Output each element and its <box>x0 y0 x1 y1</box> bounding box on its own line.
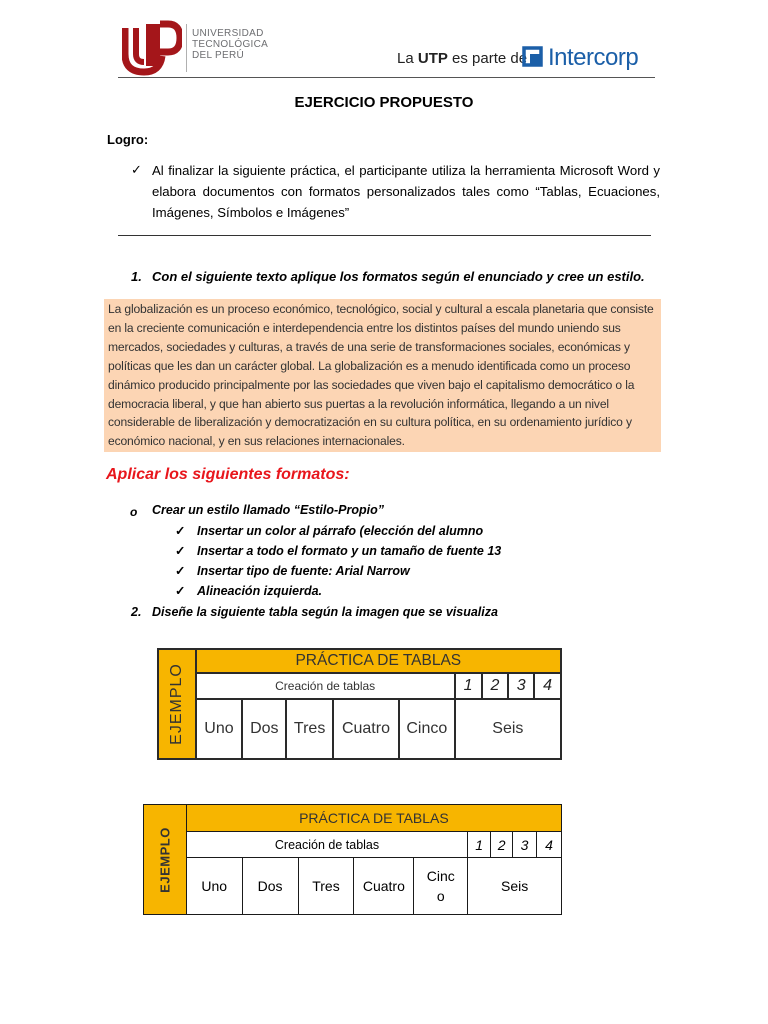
partner-text <box>397 50 527 67</box>
table-cell: Cuatro <box>333 699 399 759</box>
table-cell: Uno <box>196 699 243 759</box>
header-divider <box>118 77 655 78</box>
table-title: PRÁCTICA DE TABLAS <box>196 649 561 673</box>
table-cell: Dos <box>242 699 286 759</box>
wrapped-line-2: o <box>436 888 445 904</box>
university-line-1: UNIVERSIDAD <box>192 28 264 39</box>
table-cell: Uno <box>186 858 242 915</box>
number-cell: 4 <box>534 673 561 699</box>
logro-text: Al finalizar la siguiente práctica, el participante utiliza la herramienta Microsoft Word y elabora documentos con formatos personalizados tales como “Tablas, Ecuaciones, Imágenes, Símbolos e Imágenes” <box>152 163 660 220</box>
item-1-text: Con el siguiente texto aplique los formatos según el enunciado y cree un estilo. <box>152 269 645 284</box>
circle-bullet-icon: o <box>130 505 138 519</box>
sub-item-text: Alineación izquierda. <box>197 584 323 598</box>
sub-item <box>175 583 322 598</box>
table-subtitle: Creación de tablas <box>186 832 467 858</box>
item-2-number: 2. <box>131 605 142 619</box>
style-bullet-text: Crear un estilo llamado “Estilo-Propio” <box>152 503 384 517</box>
check-icon: ✓ <box>175 564 186 578</box>
item-1-number: 1. <box>131 269 142 284</box>
partner-suffix: es parte de <box>452 50 528 67</box>
university-line-3: DEL PERÚ <box>192 50 245 61</box>
table-cell: Seis <box>468 858 562 915</box>
sub-item <box>175 543 501 558</box>
recreated-table <box>143 804 562 915</box>
check-icon: ✓ <box>175 584 186 598</box>
table-title: PRÁCTICA DE TABLAS <box>186 805 561 832</box>
number-cell: 1 <box>455 673 482 699</box>
item-1 <box>131 269 645 284</box>
intercorp-brand: Intercorp <box>548 44 639 71</box>
number-cell: 1 <box>468 832 491 858</box>
logro-label: Logro: <box>107 132 149 147</box>
number-cell: 2 <box>482 673 509 699</box>
section-divider <box>118 235 651 236</box>
table-cell: Cinco <box>399 699 455 759</box>
partner-bold: UTP <box>417 50 448 67</box>
sub-item-text: Insertar un color al párrafo (elección del alumno <box>197 524 484 538</box>
page-title: EJERCICIO PROPUESTO <box>294 94 474 111</box>
sub-item-text: Insertar tipo de fuente: Arial Narrow <box>197 564 410 578</box>
side-label-cell <box>144 805 187 915</box>
check-icon: ✓ <box>175 524 186 538</box>
table-cell: Tres <box>298 858 354 915</box>
number-cell: 4 <box>537 832 562 858</box>
number-cell: 2 <box>491 832 513 858</box>
item-2 <box>131 605 498 619</box>
apply-heading: Aplicar los siguientes formatos: <box>106 466 350 483</box>
university-line-2: TECNOLÓGICA <box>192 39 269 50</box>
wrapped-line-1: Cinc <box>426 868 455 884</box>
logo-separator <box>186 24 187 72</box>
partner-prefix: La <box>397 50 414 67</box>
example-table-image <box>157 648 562 760</box>
table-cell: Tres <box>286 699 333 759</box>
sub-item <box>175 523 483 538</box>
sub-item <box>175 563 410 578</box>
number-cell: 3 <box>513 832 537 858</box>
side-label-cell <box>158 649 196 759</box>
check-icon: ✓ <box>175 544 186 558</box>
sub-item-text: Insertar a todo el formato y un tamaño de fuente 13 <box>197 544 502 558</box>
item-2-text: Diseñe la siguiente tabla según la imagen que se visualiza <box>152 605 498 619</box>
side-label: EJEMPLO <box>157 826 173 893</box>
table-subtitle: Creación de tablas <box>196 673 455 699</box>
university-name <box>192 28 268 61</box>
intercorp-logo-icon <box>522 46 543 67</box>
table-cell: Cuatro <box>354 858 414 915</box>
check-icon: ✓ <box>131 162 142 177</box>
table-cell: Seis <box>455 699 561 759</box>
side-label: EJEMPLO <box>167 663 185 745</box>
number-cell: 3 <box>508 673 534 699</box>
globalization-paragraph: La globalización es un proceso económico, tecnológico, social y cultural a escala planetaria que consiste en la creciente comunicación e interdependencia entre los distintos países del mundo uniendo sus mercados, sociedades y culturas, a través de una serie de transformaciones sociales, económicas y políticas que les dan un carácter global. La globalización es a menudo identificada como un proceso dinámico producido principalmente por las sociedades que viven bajo el capitalismo democrático o la democracia liberal, y que han abierto sus puertas a la revolución informática, llegando a un nivel considerable de liberalización y democratización en su cultura política, en su ordenamiento jurídico y económico nacional, y en sus relaciones internacionales. <box>104 299 661 452</box>
table-cell: Dos <box>242 858 298 915</box>
utp-logo-icon <box>122 20 182 76</box>
table-cell-wrapped <box>414 858 468 915</box>
